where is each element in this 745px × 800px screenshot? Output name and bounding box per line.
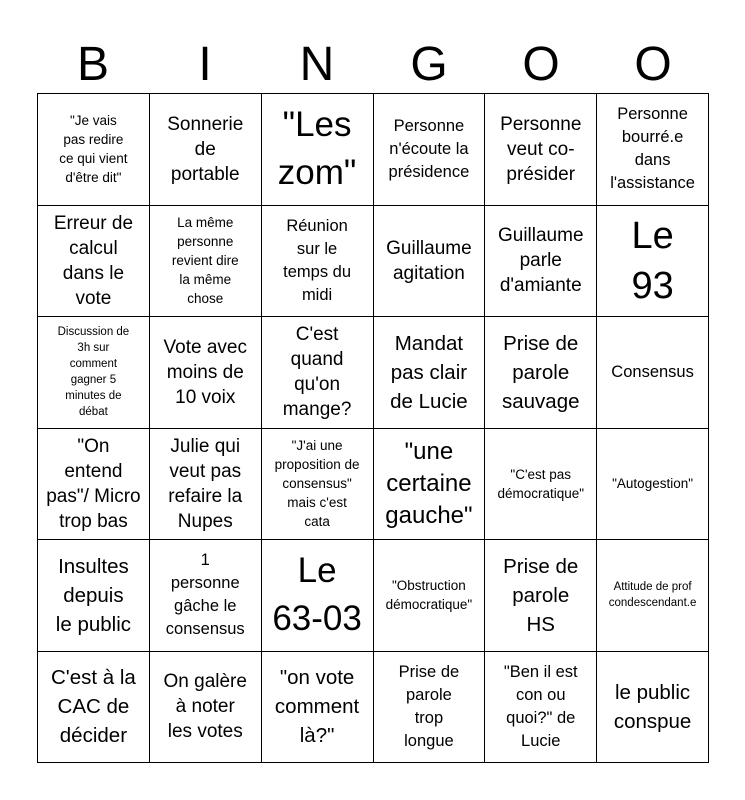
bingo-cell[interactable] bbox=[485, 540, 597, 652]
bingo-cell[interactable] bbox=[150, 540, 262, 652]
bingo-cell-label: Guillaume agitation bbox=[386, 237, 472, 284]
bingo-cell[interactable] bbox=[150, 94, 262, 206]
bingo-cell-label: Personne n'écoute la présidence bbox=[388, 116, 470, 181]
header-letter: N bbox=[299, 38, 335, 91]
bingo-cell-label: Guillaume parle d'amiante bbox=[497, 225, 584, 297]
bingo-cell[interactable] bbox=[485, 429, 597, 541]
bingo-cell[interactable] bbox=[38, 652, 150, 764]
bingo-cell[interactable] bbox=[150, 206, 262, 318]
bingo-cell[interactable] bbox=[597, 652, 709, 764]
bingo-cell[interactable] bbox=[38, 540, 150, 652]
bingo-cell[interactable] bbox=[38, 429, 150, 541]
bingo-cell-label: Consensus bbox=[611, 362, 694, 381]
header-letter: O bbox=[522, 38, 560, 91]
bingo-cell[interactable] bbox=[262, 317, 374, 429]
header-letter: O bbox=[634, 38, 672, 91]
bingo-cell[interactable] bbox=[485, 652, 597, 764]
bingo-cell[interactable] bbox=[262, 206, 374, 318]
bingo-cell-label: 1 personne gâche le consensus bbox=[165, 551, 245, 639]
bingo-cell-label: Personne veut co- présider bbox=[500, 113, 582, 185]
bingo-cell-label: Prise de parole HS bbox=[503, 554, 579, 636]
bingo-cell-label: "Les zom" bbox=[277, 105, 357, 193]
bingo-cell-label: Vote avec moins de 10 voix bbox=[163, 336, 247, 408]
bingo-cell-label: Le 93 bbox=[631, 214, 674, 307]
bingo-cell[interactable] bbox=[262, 540, 374, 652]
bingo-cell[interactable] bbox=[262, 652, 374, 764]
bingo-cell-label: La même personne revient dire la même chose bbox=[171, 215, 239, 307]
bingo-cell-label: Discussion de 3h sur comment gagner 5 minutes de débat bbox=[57, 326, 130, 419]
bingo-cell[interactable] bbox=[374, 317, 486, 429]
bingo-cell[interactable] bbox=[150, 317, 262, 429]
bingo-cell-label: C'est quand qu'on mange? bbox=[282, 324, 352, 421]
header-letter: B bbox=[76, 38, 109, 91]
bingo-cell-label: le public conspue bbox=[613, 680, 692, 733]
bingo-cell[interactable] bbox=[485, 206, 597, 318]
bingo-cell[interactable] bbox=[597, 206, 709, 318]
bingo-cell[interactable] bbox=[150, 429, 262, 541]
bingo-card bbox=[37, 93, 709, 763]
bingo-cell[interactable] bbox=[597, 94, 709, 206]
bingo-cell[interactable] bbox=[38, 94, 150, 206]
bingo-cell[interactable] bbox=[374, 429, 486, 541]
bingo-cell-label: Julie qui veut pas refaire la Nupes bbox=[168, 435, 243, 532]
bingo-cell-label: "Je vais pas redire ce qui vient d'être dit" bbox=[59, 113, 128, 186]
bingo-cell-label: Le 63-03 bbox=[272, 551, 362, 639]
bingo-cell[interactable] bbox=[262, 429, 374, 541]
bingo-cell[interactable] bbox=[374, 652, 486, 764]
bingo-cell[interactable] bbox=[374, 206, 486, 318]
bingo-cell[interactable] bbox=[485, 94, 597, 206]
bingo-cell-label: "On entend pas"/ Micro trop bas bbox=[46, 435, 141, 532]
bingo-cell[interactable] bbox=[485, 317, 597, 429]
bingo-cell-label: Prise de parole trop longue bbox=[398, 662, 460, 750]
bingo-cell-label: "on vote comment là?" bbox=[274, 666, 360, 748]
bingo-cell-label: Sonnerie de portable bbox=[167, 113, 244, 185]
bingo-cell-label: Prise de parole sauvage bbox=[501, 331, 580, 413]
bingo-cell-label: "C'est pas démocratique" bbox=[497, 466, 585, 501]
bingo-cell[interactable] bbox=[262, 94, 374, 206]
bingo-cell[interactable] bbox=[597, 540, 709, 652]
bingo-cell-label: "Autogestion" bbox=[612, 476, 694, 492]
bingo-cell-label: On galère à noter les votes bbox=[163, 671, 247, 743]
bingo-header bbox=[37, 36, 709, 94]
bingo-cell-label: Attitude de prof condescendant.e bbox=[608, 581, 697, 610]
bingo-cell-label: Insultes depuis le public bbox=[55, 554, 132, 636]
bingo-cell-label: Personne bourré.e dans l'assistance bbox=[610, 105, 695, 193]
bingo-cell-label: Réunion sur le temps du midi bbox=[283, 216, 352, 304]
bingo-cell[interactable] bbox=[374, 540, 486, 652]
bingo-cell-label: "Ben il est con ou quoi?" de Lucie bbox=[503, 662, 578, 750]
header-letter: G bbox=[410, 38, 448, 91]
header-letter: I bbox=[198, 38, 212, 91]
bingo-cell[interactable] bbox=[38, 206, 150, 318]
bingo-cell-label: C'est à la CAC de décider bbox=[51, 666, 136, 748]
bingo-cell-label: "J'ai une proposition de consensus" mais c'est cata bbox=[274, 438, 360, 530]
bingo-cell[interactable] bbox=[150, 652, 262, 764]
bingo-cell-label: Mandat pas clair de Lucie bbox=[390, 331, 468, 413]
bingo-cell[interactable] bbox=[38, 317, 150, 429]
bingo-cell[interactable] bbox=[597, 317, 709, 429]
bingo-cell-label: "Obstruction démocratique" bbox=[385, 578, 473, 613]
bingo-cell[interactable] bbox=[374, 94, 486, 206]
bingo-cell-label: "une certaine gauche" bbox=[385, 437, 473, 529]
bingo-cell[interactable] bbox=[597, 429, 709, 541]
bingo-cell-label: Erreur de calcul dans le vote bbox=[53, 212, 134, 309]
